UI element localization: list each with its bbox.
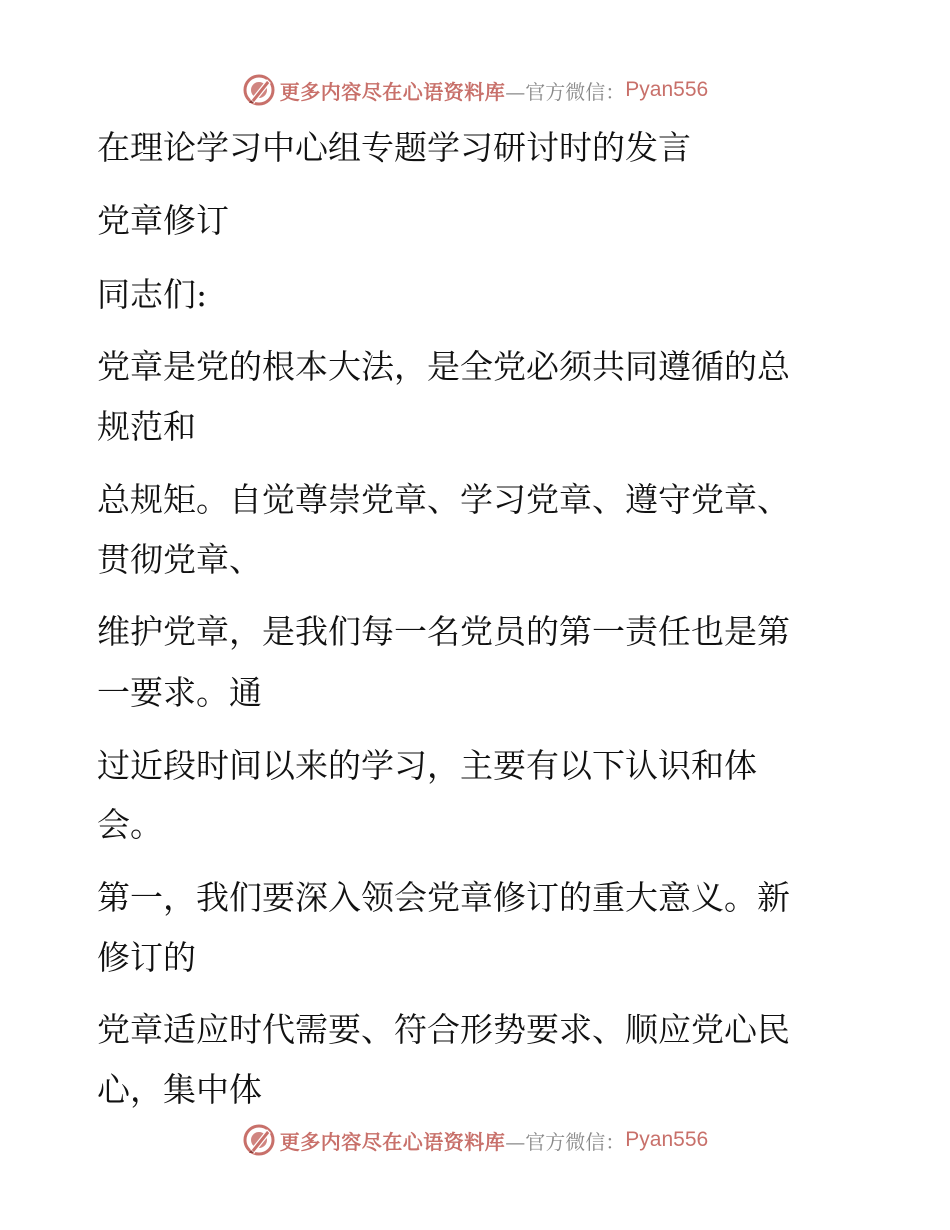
body-line: 规范和 [97, 407, 196, 446]
body-line: 贯彻党章、 [97, 540, 262, 579]
pen-nib-logo-icon [242, 73, 276, 107]
header-wechat-id: Pyan556 [625, 78, 709, 101]
body-line: 修订的 [97, 938, 196, 977]
body-line: 党章适应时代需要、符合形势要求、顺应党心民 [97, 1010, 790, 1049]
body-line: 维护党章，是我们每一名党员的第一责任也是第 [97, 612, 790, 651]
body-line: 心，集中体 [97, 1070, 262, 1109]
salutation: 同志们: [97, 275, 208, 314]
body-line: 党章是党的根本大法，是全党必须共同遵循的总 [97, 347, 790, 386]
header-wechat-label: —官方微信： [505, 79, 626, 104]
footer-brand-text: 更多内容尽在心语资料库 [279, 1129, 506, 1154]
header-brand-text: 更多内容尽在心语资料库 [279, 79, 506, 104]
header-watermark-banner [0, 70, 950, 110]
body-line: 第一，我们要深入领会党章修订的重大意义。新 [97, 878, 790, 917]
body-line: 会。 [97, 805, 163, 844]
body-line: 一要求。通 [97, 673, 262, 712]
footer-wechat-label: —官方微信： [505, 1129, 626, 1154]
footer-wechat-id: Pyan556 [625, 1128, 709, 1151]
document-subtitle: 党章修订 [97, 201, 229, 240]
document-title: 在理论学习中心组专题学习研讨时的发言 [97, 128, 691, 167]
pen-nib-logo-icon [242, 1123, 276, 1157]
body-line: 过近段时间以来的学习，主要有以下认识和体 [97, 746, 757, 785]
footer-watermark-banner [0, 1120, 950, 1160]
body-line: 总规矩。自觉尊崇党章、学习党章、遵守党章、 [97, 480, 790, 519]
